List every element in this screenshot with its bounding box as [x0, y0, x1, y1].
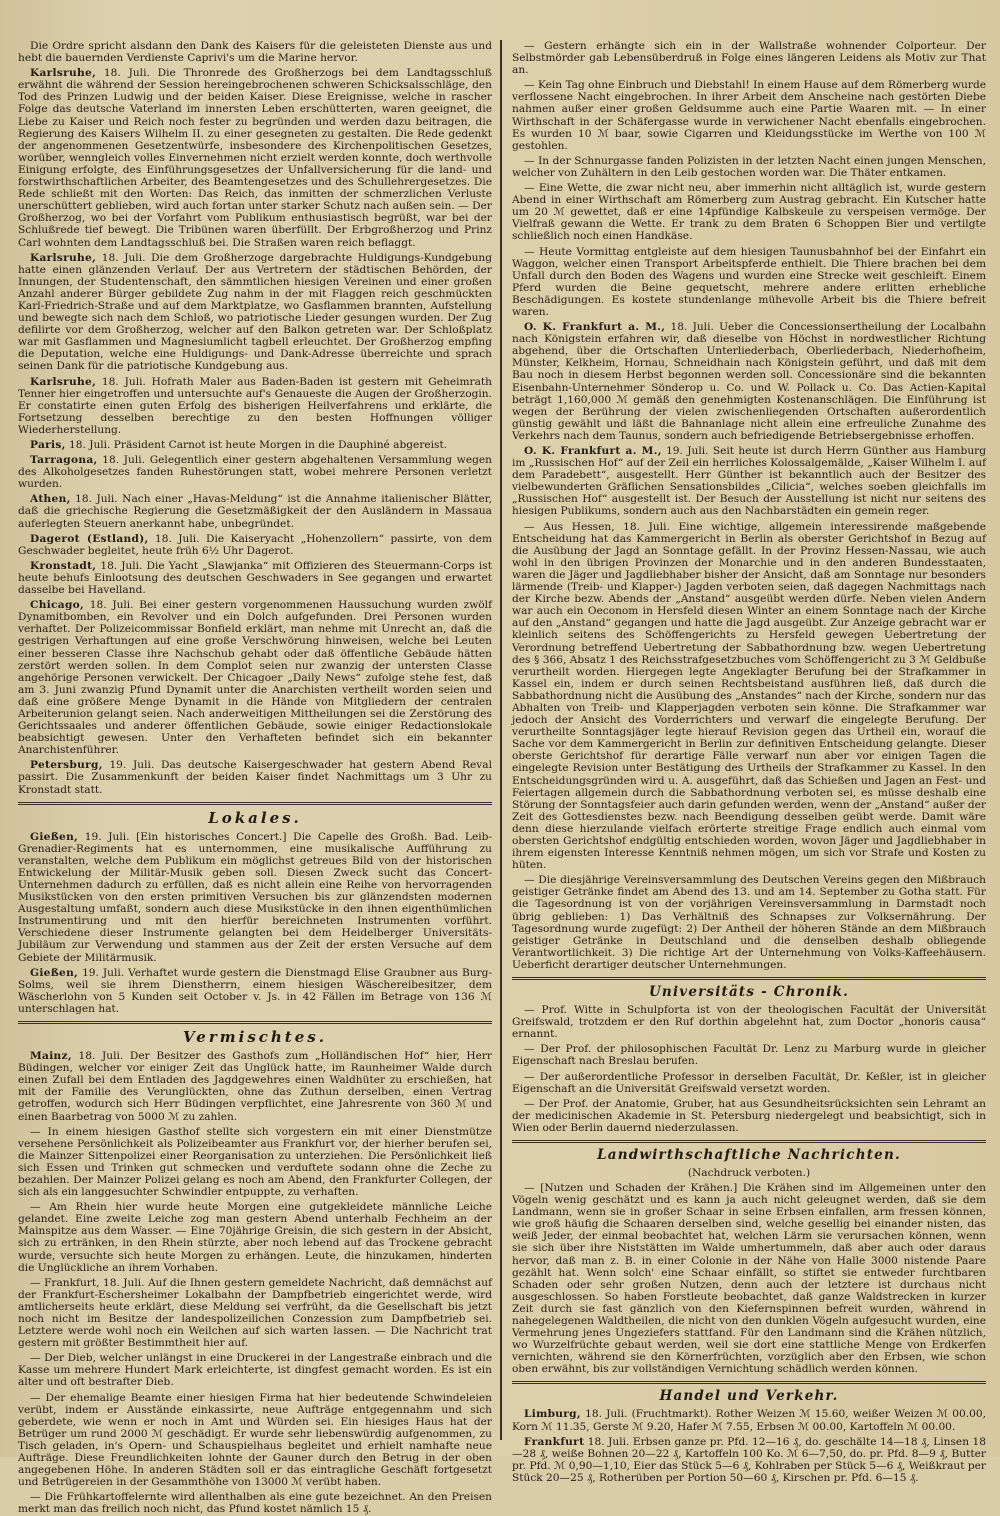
- news-paragraph: [18, 599, 492, 756]
- news-paragraph: [512, 445, 986, 518]
- uni-block: [512, 1004, 986, 1134]
- news-paragraph: [512, 40, 986, 76]
- dateline: Karlsruhe,: [30, 375, 97, 388]
- paragraph-text: 19. Juli. Verhaftet wurde gestern die Dienstmagd Elise Graubner aus Burg-Solms, weil sie ihrem Dienstherrn, einem hiesigen Wäschereibesitzer, dem Wäscherlohn von 5 Kunden seit October v. Js. in 42 Fällen im Betrage von 136 ℳ unterschlagen hat.: [18, 966, 492, 1015]
- paragraph-text: 18. Juli. Hofrath Maler aus Baden-Baden ist gestern mit Geheimrath Tenner hier eingetroffen und untersuchte auf's Genaueste die Augen der Großherzogin. Er constatirte einen guten Erfolg des bisherigen Heilverfahrens und erklärte, die Fortsetzung desselben berechtige zu den besten Hoffnungen völliger Wiederherstellung.: [18, 375, 492, 436]
- heading-lokales: Lokales.: [208, 808, 302, 827]
- nachdruck-note: (Nachdruck verboten.): [687, 1166, 811, 1179]
- dateline: Mainz,: [30, 1050, 72, 1063]
- dateline: Petersburg,: [30, 759, 103, 772]
- paragraph-text: — Heute Vormittag entgleiste auf dem hiesigen Taunusbahnhof bei der Einfahrt ein Waggon, welcher einen Transport Arbeitspferde enthielt. Die Thiere brachen bei dem Unfall durch den Boden des Wagens und wurden eine Strecke weit geschleift. Einem Pferd wurden die Beine gequetscht, mehrere andere erlitten erhebliche Beschädigungen. Es kostete stundenlange mühevolle Arbeit bis die Thiere befreit waren.: [512, 245, 986, 318]
- handel-block: [512, 1408, 986, 1484]
- paragraph-text: — Der außerordentliche Professor in derselben Facultät, Dr. Keßler, ist in gleicher Eigenschaft an die Universität Greifswald versetzt worden.: [512, 1070, 986, 1095]
- paragraph-text: — Der ehemalige Beamte einer hiesigen Firma hat hier bedeutende Schwindeleien verübt, indem er Ausstände einkassirte, neue Aufträge entgegennahm und sich geberdete, wie wenn er noch in Amt und Würden sei. Ein hiesiges Haus hat der Betrüger um rund 2000 ℳ geschädigt. Er wurde sehr liebenswürdig aufgenommen, zu Tisch geladen, in's Opern- und Schauspielhaus begleitet und erhielt namhafte neue Aufträge. Diese Freundlichkeiten lohnte der Gauner durch den Betrug in der oben angegebenen Höhe. In anderen Städten soll er das eintragliche Geschäft fortgesetzt und Betrügereien in der Gesammthöhe von 13000 ℳ verübt haben.: [18, 1391, 492, 1489]
- paragraph-text: — Aus Hessen, 18. Juli. Eine wichtige, allgemein interessirende maßgebende Entscheidung hat das Kammergericht in Berlin als oberster Gerichtshof in Bezug auf die Ausübung der Jagd an Sonntage gefällt. In der Provinz Hessen-Nassau, wie auch wohl in den übrigen Provinzen der Monarchie und in den anderen Bundesstaaten, waren die Jäger und Jagdliebhaber bisher der Ansicht, daß am Sonntage nur besonders lärmende (Treib- und Klapper-) Jagden verboten seien, daß dagegen Nachmittags nach der Kirche bezw. Abends der „Anstand“ ausgeübt werden dürfe. Neben vielen Andern war auch ein Oeconom in Hersfeld diesen Winter an einem Sonntage nach der Kirche auf den „Anstand“ gegangen und hatte die Jagd ausgeübt. Zur Anzeige gebracht war er kleinlich seitens des Schöffengerichts zu Hersfeld gewegen Uebertretung der Verordnung betreffend Uebertretung der Sabbathordnung bzw. wegen Uebertretung des § 366, Absatz 1 des Reichsstrafgesetzbuches vom Schöffengericht zu 3 ℳ Geldbuße verurtheilt worden. Hiergegen legte Angeklagter Berufung bei der Strafkammer in Kassel ein, indem er durch seinen Rechtsbeistand ausführen ließ, daß durch die Sabbathordnung nicht die Ausübung des „Anstandes“ nach der Kirche, sondern nur das Abhalten von Treib- und Klapperjagden verboten sein könne. Die Strafkammer war jedoch der Ansicht des Vorderrichters und verwarf die eingelegte Berufung. Der verurtheilte Sonntagsjäger legte hierauf Revision gegen das Urtheil ein, worauf die Sache vor dem Kammergericht in Berlin zur definitiven Entscheidung gelangte. Dieser oberste Gerichtshof für derartige Fälle verwarf nun aber vor einigen Tagen die eingelegte Revision unter Bestätigung des Urtheils der Strafkammer zu Kassel. In den Entscheidungsgründen wird u. A. ausgeführt, daß das Schießen und Jagen an Fest- und Feiertagen allgemein durch die Sabbathordnung verboten sei, es müsse deshalb eine Störung der Sonntagsfeier auch darin gefunden werden, wenn der „Anstand“ außer der Zeit des Gottesdienstes bezw. nach Beendigung desselben geübt werde. Damit wäre denn diese hierzulande vielfach erörterte streitige Frage endlich auch einmal vom obersten Gerichtshof endgültig entschieden worden, wovon Jäger und Jagdliebhaber in ihrem eigensten Interesse Kenntniß nehmen mögen, um sich vor Strafe und Kosten zu hüten.: [512, 520, 986, 872]
- dateline: Gießen,: [30, 830, 79, 843]
- news-paragraph: [512, 1408, 986, 1432]
- section-rule: [512, 977, 986, 980]
- heading-vermischtes: Vermischtes.: [183, 1028, 327, 1047]
- news-paragraph: [18, 40, 492, 64]
- news-paragraph: [512, 155, 986, 179]
- dateline: Chicago,: [30, 599, 85, 612]
- news-paragraph: [18, 1352, 492, 1388]
- dateline: Frankfurt: [524, 1435, 585, 1448]
- vermischtes-block: [18, 1050, 492, 1515]
- dateline: Karlsruhe,: [30, 251, 97, 264]
- news-paragraph: [512, 1004, 986, 1040]
- paragraph-text: 18. Juli. Die Thronrede des Großherzogs bei dem Landtagsschluß erwähnt die während der Session hereingebrochenen schweren Schicksalsschläge, den Tod des Prinzen Ludwig und der beiden Kaiser. Diese Ereignisse, welche in rascher Folge das deutsche Vaterland im innersten Leben erschütterten, waren geeignet, die Liebe zu Kaiser und Reich noch fester zu begründen und werden dazu beitragen, die Regierung des Kaisers Wilhelm II. zu einer gesegneten zu gestalten. Die Rede gedenkt der angenommenen Gesetzentwürfe, insbesondere des Kirchenpolitischen Gesetzes, worüber, wenngleich volles Einvernehmen nicht erzielt werden konnte, doch werthvolle Einigung erfolgte, des Einführungsgesetzes der Unfallversicherung für die land- und forstwirthschaftlichen Arbeiter, des Beamtengesetzes und des Schullehrergesetzes. Die Rede schließt mit den Worten: Das Reich, das inmitten der schmerzlichen Verluste unerschüttert geblieben, wird auch fortan unter starker Schutz nach außen sein. — Der Großherzog, wo bei der Vorfahrt vom Publikum enthusiastisch begrüßt, war bei der Schlußrede tief bewegt. Die Tribünen waren überfüllt. Der Erbgroßherzog und Prinz Carl wohnten dem Landtagsschluß bei. Die Straßen waren reich beflaggt.: [18, 67, 492, 249]
- paragraph-text: 19. Juli. Das deutsche Kaisergeschwader hat gestern Abend Reval passirt. Die Zusammenkunft der beiden Kaiser findet Nachmittags um 3 Uhr zu Kronstadt statt.: [18, 759, 492, 796]
- right-column: [502, 40, 987, 1484]
- news-paragraph: [18, 1126, 492, 1199]
- dateline: Limburg,: [524, 1408, 581, 1421]
- news-paragraph: [512, 1098, 986, 1134]
- news-paragraph: [18, 252, 492, 373]
- section-rule: [18, 1021, 492, 1024]
- paragraph-text: — Der Prof. der Anatomie, Gruber, hat aus Gesundheitsrücksichten sein Lehramt an der medicinischen Akademie in St. Petersburg niedergelegt und beabsichtigt, sich in Wien oder Berlin dauernd niederzulassen.: [512, 1097, 986, 1134]
- news-paragraph: [18, 67, 492, 248]
- dateline: Kronstadt,: [30, 559, 97, 572]
- news-paragraph: [18, 439, 492, 451]
- news-paragraph: [18, 560, 492, 596]
- left-column: [18, 40, 502, 1516]
- paragraph-text: 18. Juli. Die Yacht „Slawjanka“ mit Offizieren des Steuermann-Corps ist heute behufs Einlootsung des deutschen Geschwaders in See gegangen und erwartet dasselbe bei Havelland.: [18, 559, 492, 597]
- paragraph-text: — Prof. Witte in Schulpforta ist von der theologischen Facultät der Universität Greifswald, trotzdem er den Ruf dorthin abgelehnt hat, zum Doctor „honoris causa“ ernannt.: [512, 1004, 986, 1041]
- paragraph-text: — Kein Tag ohne Einbruch und Diebstahl! In einem Hause auf dem Römerberg wurde verflossene Nacht eingebrochen. In ihrer Arbeit dem Anscheine nach gestörten Diebe nahmen außer einer großen Geldsumme auch eine Partie Waaren mit. — In einer Wirthschaft in der Schäfergasse wurde in verwichener Nacht ebenfalls eingebrochen. Es wurden 10 ℳ baar, sowie Cigarren und Kleidungsstücke im Werthe von 100 ℳ gestohlen.: [512, 79, 986, 152]
- news-block: [18, 40, 492, 796]
- paragraph-text: 19. Juli. Seit heute ist durch Herrn Günther aus Hamburg im „Russischen Hof“ auf der Zeil ein herrliches Kolossalgemälde, „Kaiser Wilhelm I. auf dem Paradebett“, ausgestellt. Herr Günther ist bekanntlich auch der Besitzer des vielbewunderten Gräflichen Sensationsbildes „Cilicia“, welches soeben gleichfalls im „Russischen Hof“ ausgestellt ist. Der Besuch der Ausstellung ist nicht nur seitens des hiesigen Publikums, sondern auch aus den Nachbarstädten ein gemein reger.: [512, 445, 987, 518]
- news-paragraph: [18, 376, 492, 436]
- dateline: Karlsruhe,: [30, 67, 97, 80]
- news-paragraph: [512, 521, 986, 872]
- paragraph-text: — [Nutzen und Schaden der Krähen.] Die Krähen sind im Allgemeinen unter den Vögeln wenig geschätzt und es kann ja auch nicht geleugnet werden, daß sie dem Landmann, wenn sie in großer Schaar in seine Erbsen einfallen, arm fressen können, wie groß häufig die Schaaren derselben sind, welche gesellig bei einander nisten, das weiß Jeder, der einmal beobachtet hat, welchen Lärm sie verursachen können, wenn sie sich über ihre Niststätten im Walde umhertummeln, daß aber auch oder daraus hervor, daß man z. B. in einer Colonie in der Nähe von Halle 3000 nistende Paare gezählt hat. Wenn solch' eine Schaar einfällt, so stiftet sie entweder furchtbaren Schaden oder sehr großen Nutzen, denn auch der letztere ist durchaus nicht ausgeschlossen. So haben Forstleute beobachtet, daß ganze Waldstrecken in kurzer Zeit durch sie fast gänzlich von den Kiefernspinnen befreit wurden, während in nahegelegenen Waldtheilen, die nicht von den dunklen Vögeln aufgesucht wurden, eine Vermehrung jenes Ungeziefers stattfand. Für den Landmann sind die Krähen nützlich, wo Wurzelfrüchte gebaut werden, weil sie dort eine stattliche Menge von Erdkerfen vernichten, während sie den Körnerfrüchten, vorzüglich aber den Erbsen, wie schon oben erwähnt, bis zur vollständigen Vernichtung schädlich werden können.: [512, 1181, 986, 1376]
- news-paragraph: [512, 246, 986, 319]
- dateline: O. K. Frankfurt a. M.,: [524, 321, 666, 334]
- news-paragraph: [512, 1043, 986, 1067]
- paragraph-text: 18. Juli. Nach einer „Havas-Meldung“ ist die Annahme italienischer Blätter, daß die griechische Regierung die Gesetzmäßigkeit der den Ausländern in Massaua auferlegten Steuern anerkannt habe, unbegründet.: [18, 493, 492, 530]
- paragraph-text: — In der Schnurgasse fanden Polizisten in der letzten Nacht einen jungen Menschen, welcher von Zuhältern in den Leib gestochen worden war. Die Thäter entkamen.: [512, 154, 986, 179]
- news-paragraph: [18, 1392, 492, 1489]
- paragraph-text: — Die diesjährige Vereinsversammlung des Deutschen Vereins gegen den Mißbrauch geistiger Getränke findet am Abend des 13. und am 14. September zu Gotha statt. Für die Tagesordnung ist von der vorjährigen Vereinsversammlung in Darmstadt noch übrig geblieben: 1) Das Verhältniß des Schnapses zur Volksernährung. Der Tagesordnung wurde zugefügt: 2) Der Antheil der höheren Stände an dem Mißbrauch geistiger Getränke in Deutschland und die denselben deshalb obliegende Verantwortlichkeit. 3) Die richtige Art der Unternehmung von Volks-Kaffeehäusern. Ueberficht derartiger deutscher Unternehmungen.: [512, 874, 986, 971]
- paragraph-text: 18. Juli. Ueber die Concessionsertheilung der Localbahn nach Königstein erfahren wir, daß dieselbe von Höchst in nordwestlicher Richtung abgehend, über die Ortschaften Unterliederbach, Oberliederbach, Niederhofheim, Münster, Kelkheim, Hornau, Schneidhain nach Königstein geführt, und daß mit dem Bau noch in diesem Herbst begonnen werden soll. Concessionäre sind die bekannten Eisenbahn-Unternehmer Sönderop u. Co. und W. Pollack u. Co. Das Actien-Kapital beträgt 1,160,000 ℳ gemäß den genehmigten Kostenanschlägen. Die Einführung ist wegen der Berührung der vielen zwischenliegenden Ortschaften außerordentlich günstig gewählt und läßt die Bahnanlage nicht allein eine erfreuliche Zunahme des Verkehrs nach dem Taunus, sondern auch befriedigende Betriebsergebnisse erhoffen.: [512, 321, 986, 442]
- news-paragraph: [18, 1277, 492, 1350]
- news-paragraph: [18, 533, 492, 557]
- paragraph-text: — In einem hiesigen Gasthof stellte sich vorgestern ein mit einer Dienstmütze versehene Persönlichkeit als Polizeibeamter aus Frankfurt vor, der hierher berufen sei, die Mainzer Sittenpolizei einer Reorganisation zu unterziehen. Die Persönlichkeit ließ sich Essen und Trinken gut schmecken und verduftete sodann ohne die Zeche zu bezahlen. Der Mainzer Polizei gelang es noch am Abend, den Frankfurter Collegen, der sich als ein langgesuchter Schwindler entpuppte, zu verhaften.: [18, 1125, 492, 1199]
- dateline: O. K. Frankfurt a. M.,: [524, 445, 662, 457]
- heading-universitaets-chronik: Universitäts - Chronik.: [648, 984, 850, 1001]
- dateline: Gießen,: [30, 966, 79, 979]
- paragraph-text: — Gestern erhängte sich ein in der Wallstraße wohnender Colporteur. Der Selbstmörder gab Lebensüberdruß in Folge eines längeren Leidens als Motiv zur That an.: [512, 40, 986, 77]
- news-paragraph: [18, 493, 492, 529]
- news-paragraph: [512, 321, 986, 442]
- paragraph-text: — Der Dieb, welcher unlängst in eine Druckerei in der Langestraße einbrach und die Kasse um mehrere Hundert Mark erleichterte, ist dingfest gemacht worden. Es ist ein alter und oft bestrafter Dieb.: [18, 1352, 492, 1389]
- land-block: [512, 1182, 986, 1376]
- frankfurt-block: [512, 40, 986, 971]
- paragraph-text: — Die Frühkartoffelernte wird allenthalben als eine gute bezeichnet. An den Preisen merkt man das freilich noch nicht, das Pfund kostet nämlich 15 ₰.: [18, 1491, 492, 1516]
- news-paragraph: [18, 1491, 492, 1515]
- paragraph-text: 18. Juli. Die Kaiseryacht „Hohenzollern“ passirte, von dem Geschwader begleitet, heute früh 6½ Uhr Dagerot.: [18, 532, 492, 557]
- news-paragraph: [18, 967, 492, 1015]
- paragraph-text: 18. Juli. Gelegentlich einer gestern abgehaltenen Versammlung wegen des Alkoholgesetzes fanden Ruhestörungen statt, wobei mehrere Personen verletzt wurden.: [18, 454, 492, 491]
- news-paragraph: [512, 874, 986, 971]
- news-paragraph: [512, 79, 986, 152]
- heading-landwirthschaft: Landwirthschaftliche Nachrichten.: [597, 1146, 901, 1163]
- paragraph-text: — Am Rhein hier wurde heute Morgen eine gutgekleidete männliche Leiche gelandet. Eine zweite Leiche zog man gestern Abend unterhalb Fechheim an der Mainspitze aus dem Wasser. — Eine 70jährige Greisin, die sich gestern in der Absicht, sich zu ertränken, in den Rhein stürzte, aber noch lebend auf das Trockene gebracht wurde, versuchte sich heute Morgen zu erhängen. Leute, die hinzukamen, hinderten die Unglückliche an ihrem Vorhaben.: [18, 1201, 492, 1274]
- news-paragraph: [512, 1071, 986, 1095]
- paragraph-text: 18. Juli. Die dem Großherzoge dargebrachte Huldigungs-Kundgebung hatte einen glänzenden Verlauf. Der aus Vertretern der städtischen Behörden, der Innungen, der Studentenschaft, den sämmtlichen hiesigen Vereinen und einer großen Anzahl anderer Bürger gebildete Zug nahm in der mit Flaggen reich geschmückten Karl-Friedrich-Straße und auf dem Marktplatze, wo Gasflammen brannten, Aufstellung und bewegte sich nach dem Schloß, wo patriotische Lieder gesungen wurden. Der Zug defilirte vor dem Großherzog, welcher auf den Balkon getreten war. Der Schloßplatz war mit Gasflammen und Magnesiumlicht tagbell erleuchtet. Der Großherzog empfing die Deputation, welche eine Huldigungs- und Dank-Adresse überreichte und sprach seinen Dank für die patriotische Kundgebung aus.: [18, 251, 493, 373]
- paragraph-text: — Der Prof. der philosophischen Facultät Dr. Lenz zu Marburg wurde in gleicher Eigenschaft nach Breslau berufen.: [512, 1043, 986, 1068]
- news-paragraph: [512, 1182, 986, 1376]
- dateline: Dagerot (Estland),: [30, 532, 149, 545]
- columns: [18, 40, 987, 1516]
- paragraph-text: 18. Juli. Der Besitzer des Gasthofs zum „Holländischen Hof“ hier, Herr Büdingen, welcher vor einiger Zeit das Unglück hatte, im Raunheimer Walde durch einen Zufall bei dem Entladen des Jagdgewehres einen Waldhüter zu erschießen, hat mit der Familie des Verunglückten, ohne das Zuthun derselben, einen Vertrag getroffen, wodurch sich Herr Büdingen verpflichtet, eine Jahresrente von 360 ℳ und einen Baarbetrag von 5000 ℳ zu zahlen.: [18, 1050, 493, 1123]
- news-paragraph: [18, 831, 492, 964]
- dateline: Athen,: [30, 493, 71, 506]
- paragraph-text: — Eine Wette, die zwar nicht neu, aber immerhin nicht alltäglich ist, wurde gestern Abend in einer Wirthschaft am Römerberg zum Austrag gebracht. Ein Kutscher hatte um 20 ℳ gewettet, daß er eine 14pfündige Kalbskeule zu verspeisen vermöge. Der Vielfraß gewann die Wette. Er trank zu dem Braten 6 Schoppen Bier und vertilgte schließlich noch einen Handkäse.: [512, 182, 986, 243]
- section-rule: [512, 1140, 986, 1143]
- paragraph-text: 18. Juli. Bei einer gestern vorgenommenen Haussuchung wurden zwölf Dynamitbomben, ein Revolver und ein Dolch aufgefunden. Drei Personen wurden verhaftet. Der Polizeicommissar Bonfield erklärt, man nehme mit Unrecht an, daß die gestrigen Verhaftungen auf eine große Verschwörung hinweisen, welche bei Leuten einer besseren Classe ihre Nachschub gehabt oder daß öffentliche Gebäude hätten zerstört werden sollen. In dem Complot seien nur zwanzig der untersten Classe angehörige Personen verwickelt. Der Chicagoer „Daily News“ zufolge stehe fest, daß am 3. Juni zwanzig Pfund Dynamit unter die Anarchisten vertheilt worden seien und daß eine größere Menge Dynamit in die Hände von Mitgliedern der centralen Arbeiterunion gelangt seien. Nach anderweitigen Mittheilungen sei die Zerstörung des Gerichtssaales und anderer öffentlichen Gebäude, sowie einiger Redactionslokale beabsichtigt gewesen. Unter den Verhafteten befindet sich ein bekannter Anarchistenführer.: [18, 599, 492, 757]
- news-paragraph: [512, 182, 986, 242]
- heading-handel: Handel und Verkehr.: [659, 1388, 839, 1405]
- section-rule: [18, 802, 492, 805]
- paragraph-text: 18. Juli. Präsident Carnot ist heute Morgen in die Dauphiné abgereist.: [68, 439, 448, 451]
- news-paragraph: [18, 1050, 492, 1123]
- section-rule: [512, 1381, 986, 1384]
- paragraph-text: 18. Juli. Erbsen ganze pr. Pfd. 12—16 ₰, do. geschälte 14—18 ₰, Linsen 18—28 ₰, weiße Bohnen 20—22 ₰, Kartoffeln 100 Ko. ℳ 6—7,50, do. pr. Pfd. 8—9 ₰, Butter pr. Pfd. ℳ 0,90—1,10, Eier das Stück 5—6 ₰, Kohlraben per Stück 5—6 ₰, Weißkraut per Stück 20—25 ₰, Rotherüben per Portion 50—60 ₰, Kirschen pr. Pfd. 6—15 ₰.: [512, 1435, 987, 1484]
- news-paragraph: [18, 454, 492, 490]
- paragraph-text: Die Ordre spricht alsdann den Dank des Kaisers für die geleisteten Dienste aus und hebt die bauernden Verdienste Caprivi's um die Marine hervor.: [18, 40, 492, 65]
- paragraph-text: 19. Juli. [Ein historisches Concert.] Die Capelle des Großh. Bad. Leib-Grenadier-Regiments hat es unternommen, eine musikalische Aufführung zu veranstalten, welche dem Publikum ein möglichst getreues Bild von der historischen Entwickelung der Militär-Musik geben soll. Diesen Zweck sucht das Concert-Unternehmen dadurch zu erfüllen, daß es nicht allein eine Reihe von hervorragenden Musikstücken von den ersten primitiven Versuchen bis zur glänzendsten modernen Ausgestaltung umfaßt, sondern auch diese Musikstücke in den ihnen eigenthümlichen Instrumentirung und mit den hierfür bereichneten Instrumenten vorführt. Verschiedene dieser Instrumente gelangten bei dem Heidelberger Universitäts-Jubiläum zur Verwendung und stammen aus der Zeit der ersten Versuche auf dem Gebiete der Militärmusik.: [18, 830, 492, 964]
- news-paragraph: [512, 1436, 986, 1484]
- dateline: Paris,: [30, 439, 66, 451]
- news-paragraph: [18, 759, 492, 795]
- paragraph-text: — Frankfurt, 18. Juli. Auf die Ihnen gestern gemeldete Nachricht, daß demnächst auf der Frankfurt-Eschersheimer Lokalbahn der Dampfbetrieb eingerichtet werde, wird amtlicherseits heute erklärt, diese Meldung sei verfrüht, da die Gesellschaft bis jetzt noch nicht im Besitze der landespolizeilichen Conzession zum Dampfbetrieb sei. Letztere werde wohl noch ein Weilchen auf sich warten lassen. — Die Nachricht trat gestern mit größter Bestimmtheit hier auf.: [18, 1276, 492, 1350]
- dateline: Tarragona,: [30, 454, 98, 467]
- lokales-block: [18, 831, 492, 1015]
- paragraph-text: 18. Juli. (Fruchtmarkt). Rother Weizen ℳ 15.60, weißer Weizen ℳ 00.00, Korn ℳ 11.35, Gerste ℳ 9.20, Hafer ℳ 7.55, Erbsen ℳ 00.00, Kartoffeln ℳ 00.00.: [512, 1408, 986, 1433]
- news-paragraph: [18, 1201, 492, 1274]
